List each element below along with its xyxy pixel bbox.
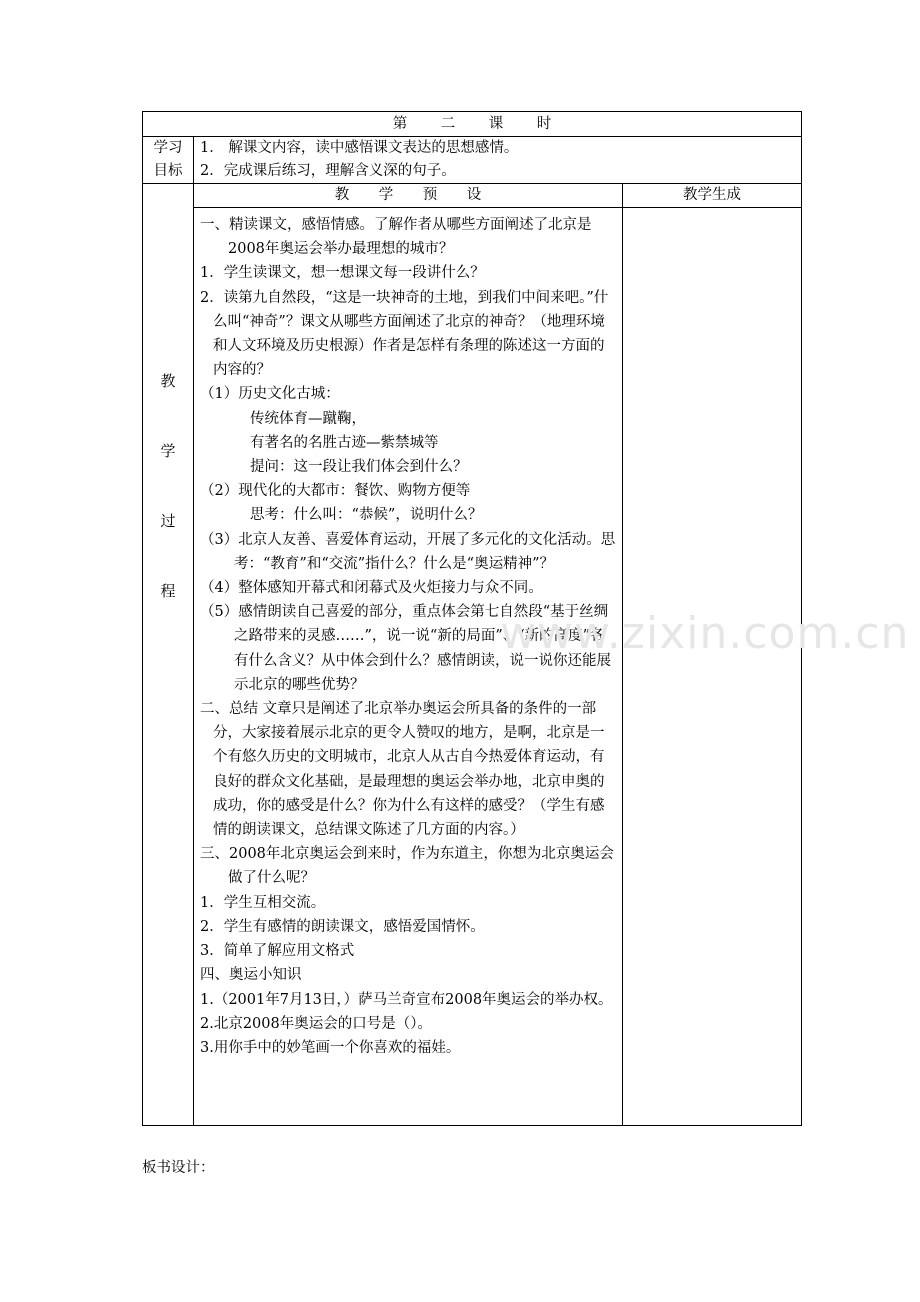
quiz-item: 2.北京2008年奥运会的口号是（）。 — [200, 1015, 432, 1032]
step-item: 1．学生读课文，想一想课文每一段讲什么？ — [200, 265, 485, 282]
section-two: 二、总结 文章只是阐述了北京举办奥运会所具备的条件的一部分，大家接着展示北京的更令人赞叹的地方，是啊，北京是一个有悠久历史的文明城市，北京人从古自今热爱体育运动，有良好的群众文化基础，是最理想的奥运会举办地，北京申奥的成功，你的感受是什么？你为什么有这样的感受？（学生有感情的朗读课文，总结课文陈述了几方面的内容。） — [200, 701, 605, 839]
section-four: 四、奥运小知识 — [200, 967, 302, 984]
title-char: 课 — [488, 116, 504, 132]
step-item: 2．学生有感情的朗读课文，感悟爱国情怀。 — [200, 918, 485, 935]
sub-item: （5）感情朗读自己喜爱的部分，重点体会第七自然段“基于丝绸之路带来的灵感……”，说一说“新的局面”、“新的高度”各有什么含义？从中体会到什么？感情朗读，说一说你还能展示北京的哪些优势？ — [200, 604, 611, 693]
process-label-char: 程 — [160, 582, 176, 600]
goal-item: 1． 解课文内容，读中感悟课文表达的思想感情。 — [200, 140, 519, 156]
lesson-plan-sheet — [142, 111, 801, 1126]
process-label-char: 教 — [160, 372, 176, 390]
goals-label — [143, 137, 194, 184]
step-item: 2．读第九自然段，“这是一块神奇的土地，到我们中间来吧。”什么叫“神奇”？课文从哪些方面阐述了北京的神奇？（地理环境和人文环境及历史根源）作者是怎样有条理的陈述这一方面的内容的？ — [200, 289, 609, 379]
quiz-item: 1.（2001年7月13日，）萨马兰奇宣布2008年奥运会的举办权。 — [200, 991, 613, 1008]
section-one: 一、精读课文，感悟情感。了解作者从哪些方面阐述了北京是2008年奥运会举办最理想的城市？ — [200, 217, 592, 258]
lesson-plan-table — [142, 111, 802, 1126]
process-label-char: 过 — [160, 512, 176, 530]
board-design-label: 板书设计： — [142, 1160, 215, 1176]
sub-item: （1）历史文化古城： — [200, 386, 340, 403]
title-row — [143, 112, 802, 137]
detail-line: 思考：什么叫：“恭候”，说明什么？ — [250, 507, 483, 524]
step-item: 3．简单了解应用文格式 — [200, 943, 355, 960]
goal-item: 2．完成课后练习，理解含义深的句子。 — [200, 163, 456, 179]
detail-line: 提问：这一段让我们体会到什么？ — [250, 459, 468, 476]
title-char: 时 — [536, 116, 552, 132]
detail-line: 传统体育—蹴鞠， — [250, 410, 366, 427]
process-header-row — [143, 184, 802, 208]
design-header-char: 教 — [334, 187, 350, 203]
watermark: www.zixin.com.cn — [500, 608, 910, 659]
sub-item: （3）北京人友善、喜爱体育运动，开展了多元化的文化活动。思考：“教育”和“交流”指什么？什么是“奥运精神”？ — [200, 531, 616, 572]
step-item: 1．学生互相交流。 — [200, 894, 326, 911]
quiz-item: 3.用你手中的妙笔画一个你喜欢的福娃。 — [200, 1039, 461, 1056]
process-label — [143, 184, 194, 1126]
goals-label-bottom: 目标 — [153, 163, 183, 179]
generation-content — [623, 208, 802, 1126]
section-three: 三、2008年北京奥运会到来时，作为东道主，你想为北京奥运会做了什么呢？ — [200, 846, 614, 887]
goals-content — [194, 137, 802, 184]
detail-line: 有著名的名胜古迹—紫禁城等 — [250, 434, 439, 451]
design-header-char: 学 — [378, 187, 394, 203]
generation-header: 教学生成 — [623, 184, 802, 208]
design-header — [194, 184, 623, 208]
design-content — [194, 208, 623, 1126]
lesson-title — [143, 112, 802, 137]
process-label-char: 学 — [160, 442, 176, 460]
title-char: 二 — [440, 116, 456, 132]
goals-label-top: 学习 — [153, 140, 183, 156]
sub-item: （2）现代化的大都市：餐饮、购物方便等 — [200, 483, 471, 500]
title-char: 第 — [392, 116, 408, 132]
goals-row — [143, 137, 802, 184]
design-header-char: 预 — [422, 187, 438, 203]
design-header-char: 设 — [466, 187, 482, 203]
sub-item: （4）整体感知开幕式和闭幕式及火炬接力与众不同。 — [200, 580, 543, 597]
process-body-row — [143, 208, 802, 1126]
